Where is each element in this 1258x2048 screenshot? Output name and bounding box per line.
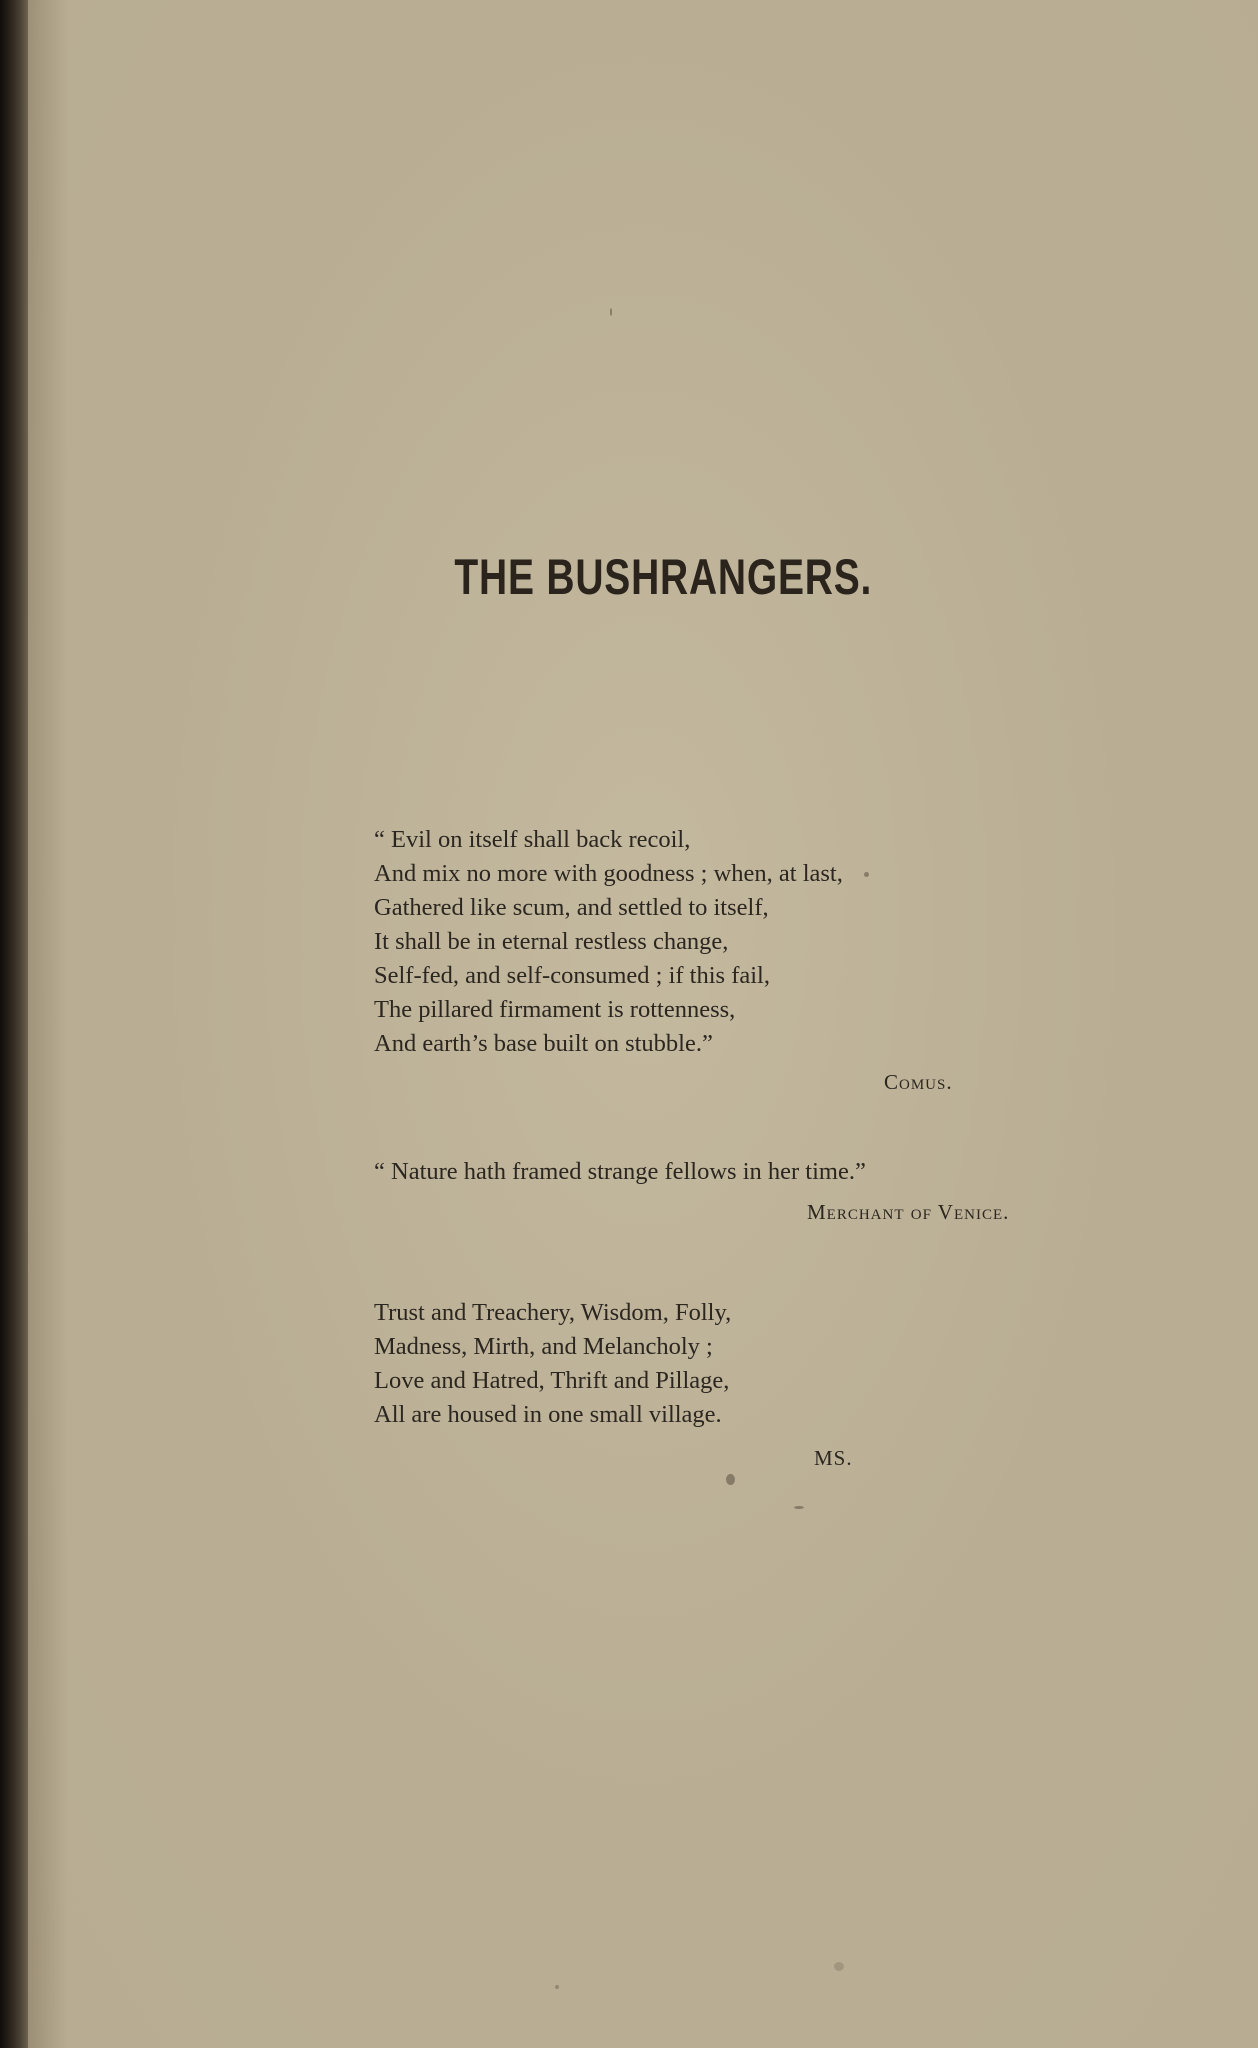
verse-line: Love and Hatred, Thrift and Pillage, [374, 1367, 730, 1394]
paper-speck [555, 1985, 559, 1989]
paper-speck [610, 308, 612, 316]
paper-speck [834, 1962, 844, 1971]
book-spine-edge [0, 0, 28, 2048]
epigraph-comus [374, 823, 1134, 1061]
verse-line: Madness, Mirth, and Melancholy ; [374, 1333, 713, 1360]
attribution-merchant-of-venice: Merchant of Venice. [807, 1200, 1010, 1224]
book-page [28, 0, 1258, 2048]
epigraph-ms [374, 1296, 1134, 1432]
verse-line: It shall be in eternal restless change, [374, 928, 729, 955]
verse-line: Self-fed, and self-consumed ; if this fail, [374, 962, 770, 989]
verse-line: “ Nature hath framed strange fellows in her time.” [374, 1158, 866, 1185]
paper-speck [864, 872, 869, 877]
page-title: THE BUSHRANGERS. [454, 549, 873, 605]
verse-line: Gathered like scum, and settled to itself, [374, 894, 769, 921]
epigraph-merchant [374, 1155, 1134, 1189]
verse-line: And mix no more with goodness ; when, at last, [374, 860, 843, 887]
verse-line: “ Evil on itself shall back recoil, [374, 826, 691, 853]
paper-speck [794, 1506, 804, 1509]
verse-line: And earth’s base built on stubble.” [374, 1030, 713, 1057]
attribution-comus: Comus. [884, 1070, 953, 1094]
paper-speck [726, 1474, 735, 1485]
verse-line: All are housed in one small village. [374, 1401, 722, 1428]
verse-line: Trust and Treachery, Wisdom, Folly, [374, 1299, 732, 1326]
attribution-ms: MS. [814, 1446, 853, 1470]
verse-line: The pillared firmament is rottenness, [374, 996, 736, 1023]
